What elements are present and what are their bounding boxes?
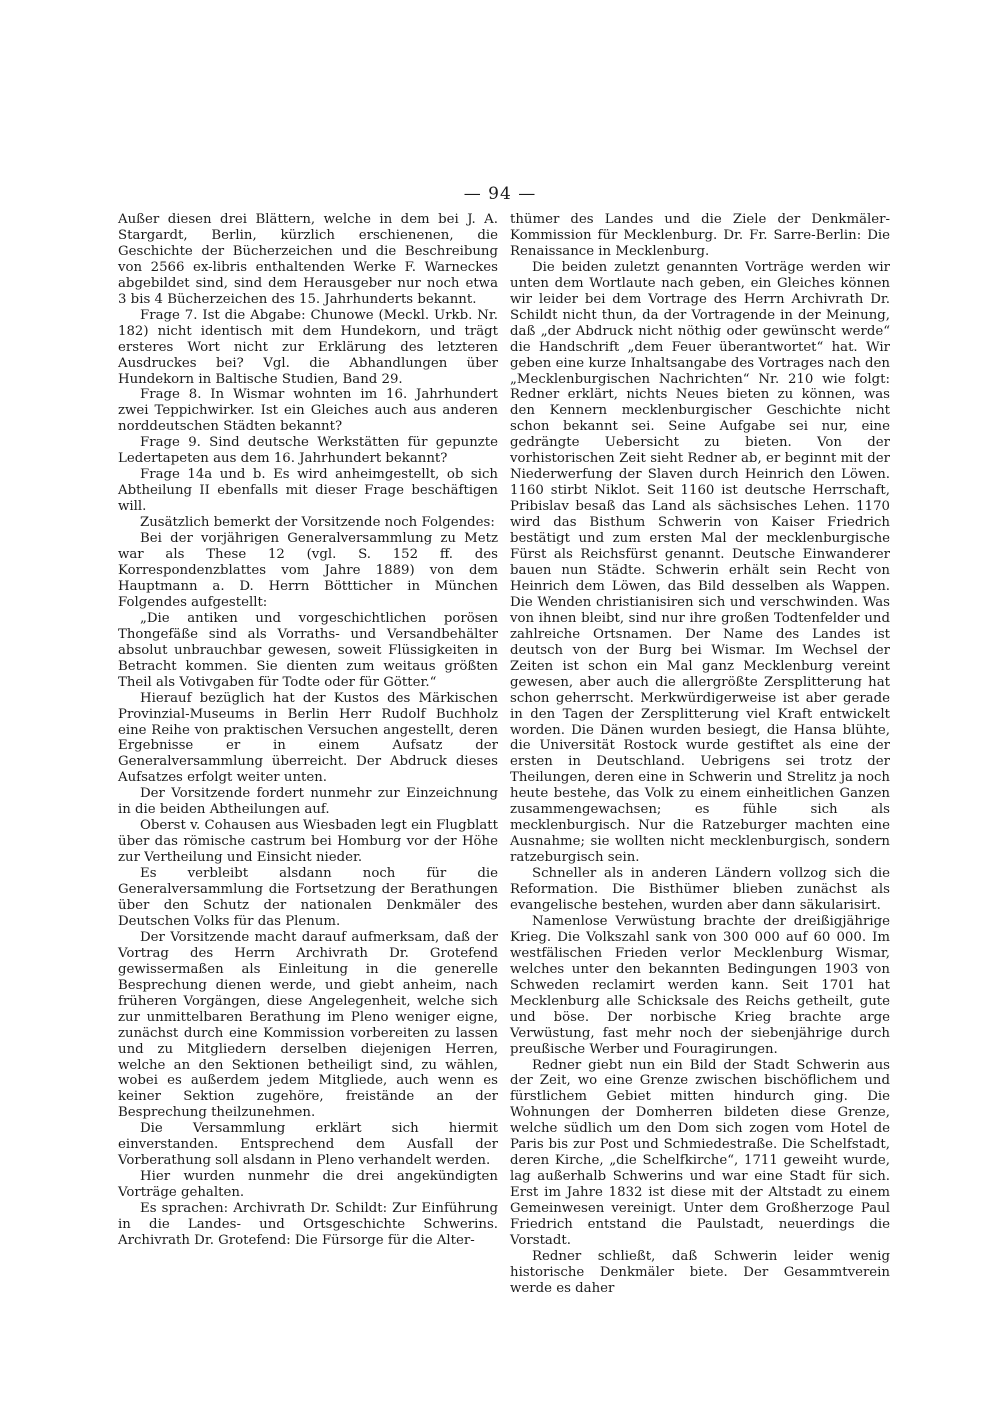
- paragraph: Frage 8. In Wismar wohnten im 16. Jahrhundert zwei Teppichwirker. Ist ein Gleiches auch aus anderen norddeutschen Städten bekannt?: [118, 387, 498, 435]
- paragraph: Es verbleibt alsdann noch für die Generalversammlung die Fortsetzung der Berathungen über den Schutz der nationalen Denkmäler des Deutschen Volks für das Plenum.: [118, 866, 498, 929]
- right-column: [510, 212, 890, 1297]
- paragraph: Schneller als in anderen Ländern vollzog sich die Reformation. Die Bisthümer blieben zunächst als evangelische bestehen, wurden aber dann säkularisirt.: [510, 866, 890, 913]
- paragraph: Redner schließt, daß Schwerin leider wenig historische Denkmäler biete. Der Gesammtverein werde es daher: [510, 1248, 890, 1296]
- paragraph: Außer diesen drei Blättern, welche in dem bei J. A. Stargardt, Berlin, kürzlich erschienenen, die Geschichte der Bücherzeichen und die Beschreibung von 2566 ex-libris enthaltenden Werke F. Warneckes abgebildet sind, sind dem Herausgeber nur noch etwa 3 bis 4 Bücherzeichen des 15. Jahrhunderts bekannt.: [118, 212, 498, 307]
- paragraph: Der Vorsitzende fordert nunmehr zur Einzeichnung in die beiden Abtheilungen auf.: [118, 786, 498, 818]
- paragraph: Bei der vorjährigen Generalversammlung zu Metz war als These 12 (vgl. S. 152 ff. des Korrespondenzblattes vom Jahre 1889) von dem Hauptmann a. D. Herrn Böttticher in München Folgendes aufgestellt:: [118, 531, 498, 610]
- paragraph: Hier wurden nunmehr die drei angekündigten Vorträge gehalten.: [118, 1169, 498, 1201]
- paragraph: Frage 14a und b. Es wird anheimgestellt, ob sich Abtheilung II ebenfalls mit dieser Frage beschäftigen will.: [118, 467, 498, 515]
- paragraph: Die beiden zuletzt genannten Vorträge werden wir unten dem Wortlaute nach geben, ein Gleiches können wir leider bei dem Vortrage des Herrn Archivrath Dr. Schildt nicht thun, da der Vortragende in der Meinung, daß „der Abdruck nicht nöthig oder gewünscht werde“ die Handschrift „dem Feuer überantwortet“ hat. Wir geben eine kurze Inhaltsangabe des Vortrages nach den „Mecklenburgischen Nachrichten“ Nr. 210 wie folgt: Redner erklärt, nichts Neues bieten zu können, was den Kennern mecklenburgischer Geschichte nicht schon bekannt sei. Seine Aufgabe sei nur, eine gedrängte Uebersicht zu bieten. Von der vorhistorischen Zeit sieht Redner ab, er beginnt mit der Niederwerfung der Slaven durch Heinrich den Löwen. 1160 stirbt Niklot. Seit 1160 ist deutsche Herrschaft, Pribislav besaß das Land als sächsisches Lehen. 1170 wird das Bisthum Schwerin von Kaiser Friedrich bestätigt und zum ersten Mal der mecklenburgische Fürst als Reichsfürst genannt. Deutsche Einwanderer bauen nun Städte. Schwerin erhält sein Recht von Heinrich dem Löwen, das Bild desselben als Wappen. Die Wenden christianisiren sich und verschwinden. Was von ihnen bleibt, sind nur ihre großen Todtenfelder und zahlreiche Ortsnamen. Der Name des Landes ist deutsch von der Burg bei Wismar. Im Wechsel der Zeiten ist schon ein Mal ganz Mecklenburg vereint gewesen, aber auch die allergrößte Zersplitterung hat schon geherrscht. Merkwürdigerweise ist aber gerade in den Tagen der Zersplitterung viel Kraft entwickelt worden. Die Dänen wurden besiegt, die Hansa blühte, die Universität Rostock wurde gestiftet als eine der ersten in Deutschland. Uebrigens sei trotz der Theilungen, deren eine in Schwerin und Strelitz ja noch heute bestehe, das Volk zu einem einheitlichen Ganzen zusammengewachsen; es fühle sich als mecklenburgisch. Nur die Ratzeburger machten eine Ausnahme; sie wollten nicht mecklenburgisch, sondern ratzeburgisch sein.: [510, 259, 890, 866]
- paragraph: Frage 9. Sind deutsche Werkstätten für gepunzte Ledertapeten aus dem 16. Jahrhundert bekannt?: [118, 435, 498, 467]
- left-column: [118, 212, 498, 1249]
- paragraph: thümer des Landes und die Ziele der Denkmäler-Kommission für Mecklenburg. Dr. Fr. Sarre-Berlin: Die Renaissance in Mecklenburg.: [510, 212, 890, 259]
- paragraph: Hierauf bezüglich hat der Kustos des Märkischen Provinzial-Museums in Berlin Herr Rudolf Buchholz eine Reihe von praktischen Versuchen angestellt, deren Ergebnisse er in einem Aufsatz der Generalversammlung überreicht. Der Abdruck dieses Aufsatzes erfolgt weiter unten.: [118, 690, 498, 786]
- quotation: „Die antiken und vorgeschichtlichen porösen Thongefäße sind als Vorraths- und Versandbehälter absolut unbrauchbar gewesen, soweit Flüssigkeiten in Betracht kommen. Sie dienten zum weitaus größten Theil als Votivgaben für Todte oder für Götter.“: [118, 610, 498, 690]
- page-number: — 94 —: [463, 184, 537, 204]
- paragraph: Es sprachen: Archivrath Dr. Schildt: Zur Einführung in die Landes- und Ortsgeschichte Schwerins. Archivrath Dr. Grotefend: Die Fürsorge für die Alter-: [118, 1201, 498, 1248]
- paragraph: Redner giebt nun ein Bild der Stadt Schwerin aus der Zeit, wo eine Grenze zwischen bischöflichem und fürstlichem Gebiet mitten hindurch ging. Die Wohnungen der Domherren bildeten diese Grenze, welche südlich um den Dom sich zogen vom Hotel de Paris bis zur Post und Schmiedestraße. Die Schelfstadt, deren Kirche, „die Schelfkirche“, 1711 geweiht wurde, lag außerhalb Schwerins und war eine Stadt für sich. Erst im Jahre 1832 ist diese mit der Altstadt zu einem Gemeinwesen vereinigt. Unter dem Großherzoge Paul Friedrich entstand die Paulstadt, neuerdings die Vorstadt.: [510, 1057, 890, 1248]
- paragraph: Der Vorsitzende macht darauf aufmerksam, daß der Vortrag des Herrn Archivrath Dr. Grotefend gewissermaßen als Einleitung in die generelle Besprechung dienen werde, und giebt anheim, nach früheren Vorgängen, diese Angelegenheit, welche sich zur unmittelbaren Berathung im Pleno weniger eigne, zunächst durch eine Kommission vorbereiten zu lassen und zu Mitgliedern derselben diejenigen Herren, welche an den Sektionen betheiligt sind, zu wählen, wobei es außerdem jedem Mitgliede, auch wenn es keiner Sektion zugehöre, freistände an der Besprechung theilzunehmen.: [118, 929, 498, 1121]
- paragraph: Frage 7. Ist die Abgabe: Chunowe (Meckl. Urkb. Nr. 182) nicht identisch mit dem Hundekorn, und trägt ersteres Wort nicht zur Erklärung des letzteren Ausdruckes bei? Vgl. die Abhandlungen über Hundekorn in Baltische Studien, Band 29.: [118, 307, 498, 387]
- paragraph: Die Versammlung erklärt sich hiermit einverstanden. Entsprechend dem Ausfall der Vorberathung soll alsdann in Pleno verhandelt werden.: [118, 1121, 498, 1169]
- paragraph: Oberst v. Cohausen aus Wiesbaden legt ein Flugblatt über das römische castrum bei Homburg vor der Höhe zur Vertheilung und Einsicht nieder.: [118, 818, 498, 866]
- paragraph: Namenlose Verwüstung brachte der dreißigjährige Krieg. Die Volkszahl sank von 300 000 auf 60 000. Im westfälischen Frieden verlor Mecklenburg Wismar, welches unter den bekannten Bedingungen 1903 von Schweden reclamirt werden kann. Seit 1701 hat Mecklenburg alle Schicksale des Reichs getheilt, gute und böse. Der norbische Krieg brachte arge Verwüstung, fast mehr noch der siebenjährige durch preußische Werber und Fouragirungen.: [510, 913, 890, 1057]
- paragraph: Zusätzlich bemerkt der Vorsitzende noch Folgendes:: [140, 515, 495, 531]
